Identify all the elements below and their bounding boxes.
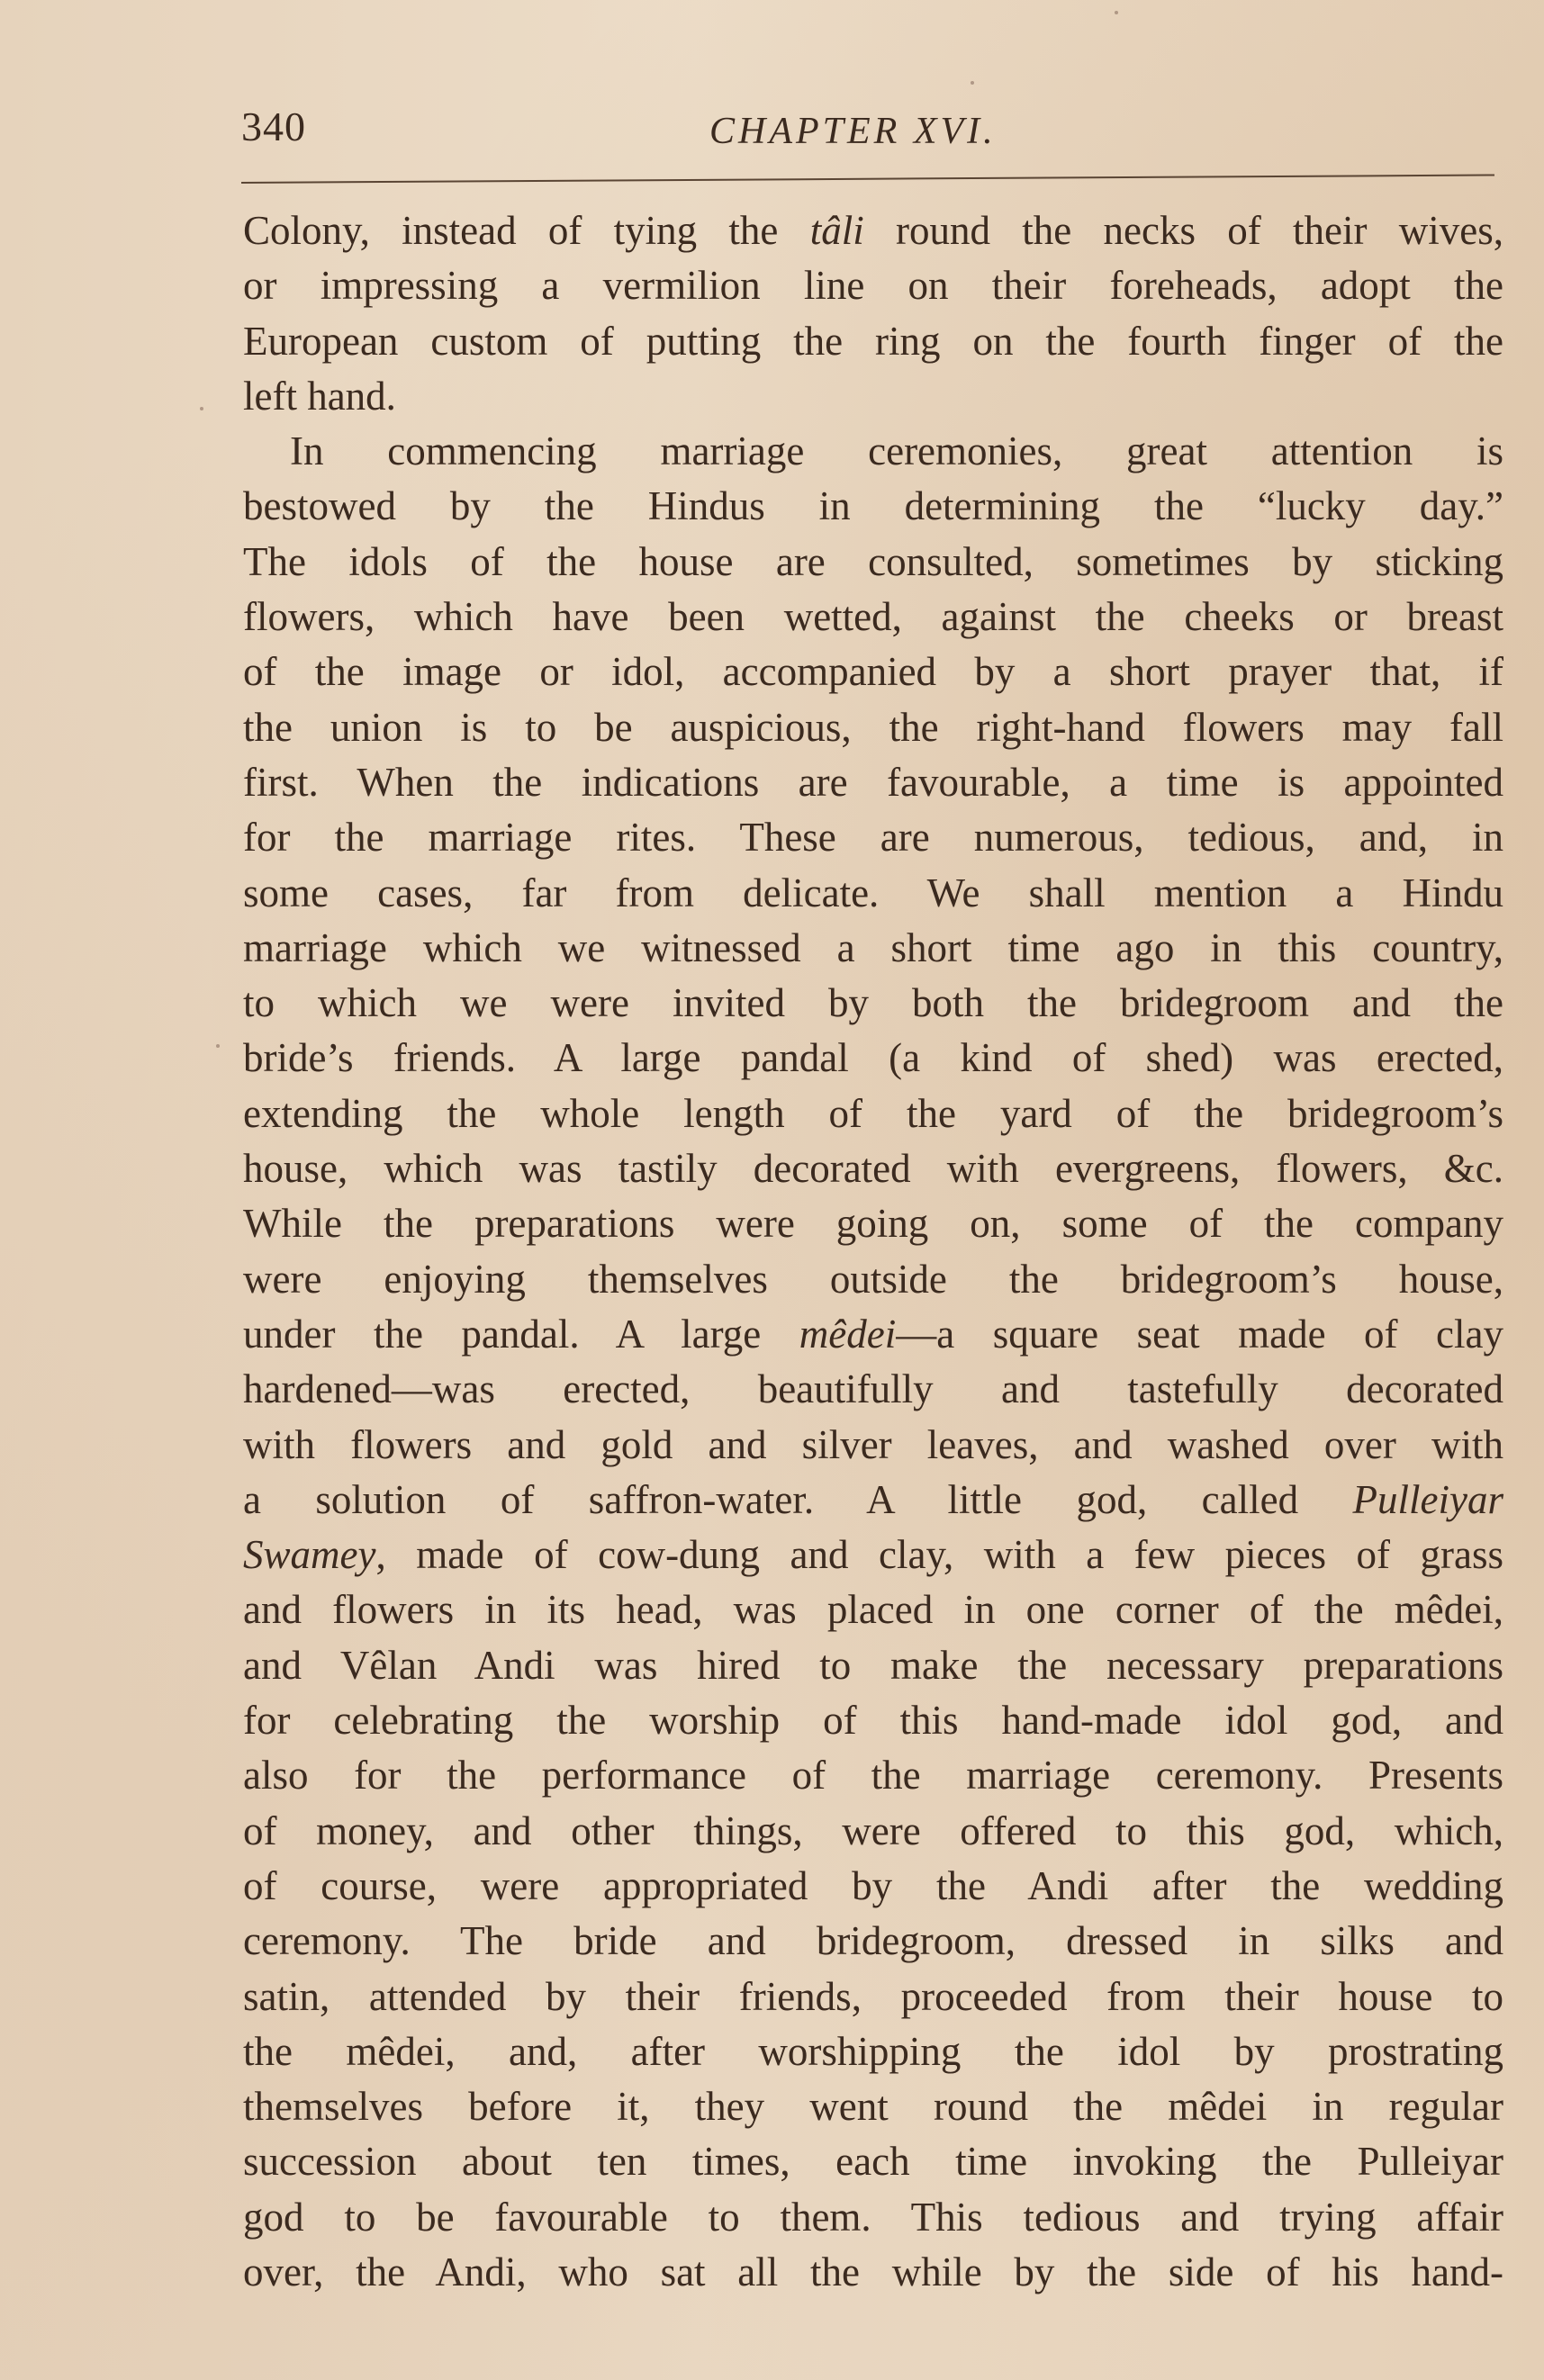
text-segment: extending the whole length of the yard of the bridegroom’s — [243, 1090, 1503, 1136]
text-segment: also for the performance of the marriage ceremony. Presents — [243, 1753, 1503, 1799]
text-line — [243, 1970, 1503, 2024]
text-segment: themselves before it, they went round the mêdei in regular — [243, 2084, 1503, 2130]
text-segment: with flowers and gold and silver leaves, and washed over with — [243, 1421, 1503, 1467]
text-segment: under the pandal. A large — [243, 1311, 799, 1357]
text-segment: over, the Andi, who sat all the while by the side of his hand- — [243, 2249, 1503, 2294]
text-line — [243, 1252, 1503, 1307]
text-line — [243, 1418, 1503, 1473]
text-line — [243, 424, 1503, 479]
text-line — [243, 590, 1503, 645]
text-line — [243, 1582, 1503, 1637]
text-line — [243, 2245, 1503, 2300]
text-line — [243, 1362, 1503, 1417]
paper-speck — [1115, 11, 1118, 14]
text-line — [243, 369, 1503, 424]
text-line — [243, 1141, 1503, 1196]
text-segment: flowers, which have been wetted, against the cheeks or breast — [243, 594, 1503, 640]
chapter-title: CHAPTER XVI. — [709, 111, 997, 152]
text-line — [243, 314, 1503, 369]
text-segment: and flowers in its head, was placed in one corner of the mêdei, — [243, 1587, 1503, 1633]
text-segment: of course, were appropriated by the Andi after the wedding — [243, 1862, 1503, 1908]
page-number: 340 — [241, 104, 306, 149]
text-line — [243, 2079, 1503, 2134]
text-line — [243, 810, 1503, 865]
text-line — [243, 921, 1503, 976]
text-line — [243, 1804, 1503, 1859]
text-segment: for celebrating the worship of this hand-made idol god, and — [243, 1698, 1503, 1744]
italic-term: mêdei — [799, 1311, 897, 1357]
text-line — [243, 535, 1503, 590]
text-segment: and Vêlan Andi was hired to make the necessary preparations — [243, 1642, 1503, 1688]
text-line — [243, 2024, 1503, 2079]
text-segment: god to be favourable to them. This tedious and trying affair — [243, 2194, 1503, 2240]
text-line — [243, 976, 1503, 1031]
text-line — [243, 700, 1503, 755]
text-segment: were enjoying themselves outside the bridegroom’s house, — [243, 1256, 1503, 1302]
paper-speck — [200, 407, 203, 410]
text-segment: some cases, far from delicate. We shall mention a Hindu — [243, 870, 1503, 915]
text-segment: bride’s friends. A large pandal (a kind of shed) was erected, — [243, 1035, 1503, 1081]
text-segment: the union is to be auspicious, the right-hand flowers may fall — [243, 704, 1503, 750]
text-line — [243, 1473, 1503, 1528]
text-line — [243, 1693, 1503, 1748]
text-segment: , made of cow-dung and clay, with a few pieces of grass — [375, 1532, 1503, 1578]
text-segment: satin, attended by their friends, proceeded from their house to — [243, 1973, 1503, 2019]
text-segment: bestowed by the Hindus in determining the “lucky day.” — [243, 483, 1503, 529]
text-segment: hardened—was erected, beautifully and tastefully decorated — [243, 1366, 1503, 1412]
text-segment: of the image or idol, accompanied by a short prayer that, if — [243, 649, 1503, 695]
text-segment: European custom of putting the ring on the fourth finger of the — [243, 318, 1503, 364]
text-segment: The idols of the house are consulted, sometimes by sticking — [243, 538, 1503, 584]
page-header — [241, 97, 1502, 160]
text-line — [243, 1638, 1503, 1693]
text-segment: Colony, instead of tying the — [243, 208, 810, 253]
text-segment: left hand. — [243, 373, 396, 419]
text-line — [243, 1748, 1503, 1803]
text-line — [243, 1196, 1503, 1251]
text-line — [243, 1914, 1503, 1969]
text-segment: a solution of saffron-water. A little god, called — [243, 1476, 1353, 1522]
body-text — [243, 203, 1503, 2300]
text-segment: for the marriage rites. These are numerous, tedious, and, in — [243, 815, 1503, 861]
italic-term: tâli — [809, 208, 864, 253]
text-line — [243, 1307, 1503, 1362]
text-segment: —a square seat made of clay — [896, 1311, 1503, 1357]
text-line — [243, 479, 1503, 534]
text-line — [243, 1528, 1503, 1582]
text-segment: round the necks of their wives, — [863, 208, 1503, 253]
text-line — [243, 866, 1503, 921]
text-segment: to which we were invited by both the bridegroom and the — [243, 980, 1503, 1026]
italic-term: Swamey — [243, 1532, 376, 1578]
text-line — [243, 2190, 1503, 2245]
text-segment: or impressing a vermilion line on their foreheads, adopt the — [243, 263, 1503, 309]
text-segment: first. When the indications are favourable, a time is appointed — [243, 759, 1503, 805]
header-rule — [241, 174, 1494, 184]
paper-speck — [216, 1044, 220, 1048]
text-segment: In commencing marriage ceremonies, great attention is — [290, 428, 1503, 474]
text-line — [243, 203, 1503, 258]
text-segment: succession about ten times, each time invoking the Pulleiyar — [243, 2139, 1503, 2185]
text-segment: house, which was tastily decorated with evergreens, flowers, &c. — [243, 1146, 1503, 1192]
text-line — [243, 2134, 1503, 2189]
text-segment: of money, and other things, were offered to this god, which, — [243, 1808, 1503, 1853]
text-line — [243, 1086, 1503, 1141]
text-line — [243, 258, 1503, 313]
text-line — [243, 755, 1503, 810]
text-line — [243, 645, 1503, 699]
italic-term: Pulleiyar — [1352, 1476, 1503, 1522]
text-line — [243, 1031, 1503, 1086]
text-segment: ceremony. The bride and bridegroom, dressed in silks and — [243, 1918, 1503, 1964]
text-segment: While the preparations were going on, some of the company — [243, 1201, 1503, 1247]
text-line — [243, 1859, 1503, 1914]
paper-speck — [971, 81, 974, 85]
text-segment: the mêdei, and, after worshipping the idol by prostrating — [243, 2028, 1503, 2074]
text-segment: marriage which we witnessed a short time ago in this country, — [243, 924, 1503, 970]
